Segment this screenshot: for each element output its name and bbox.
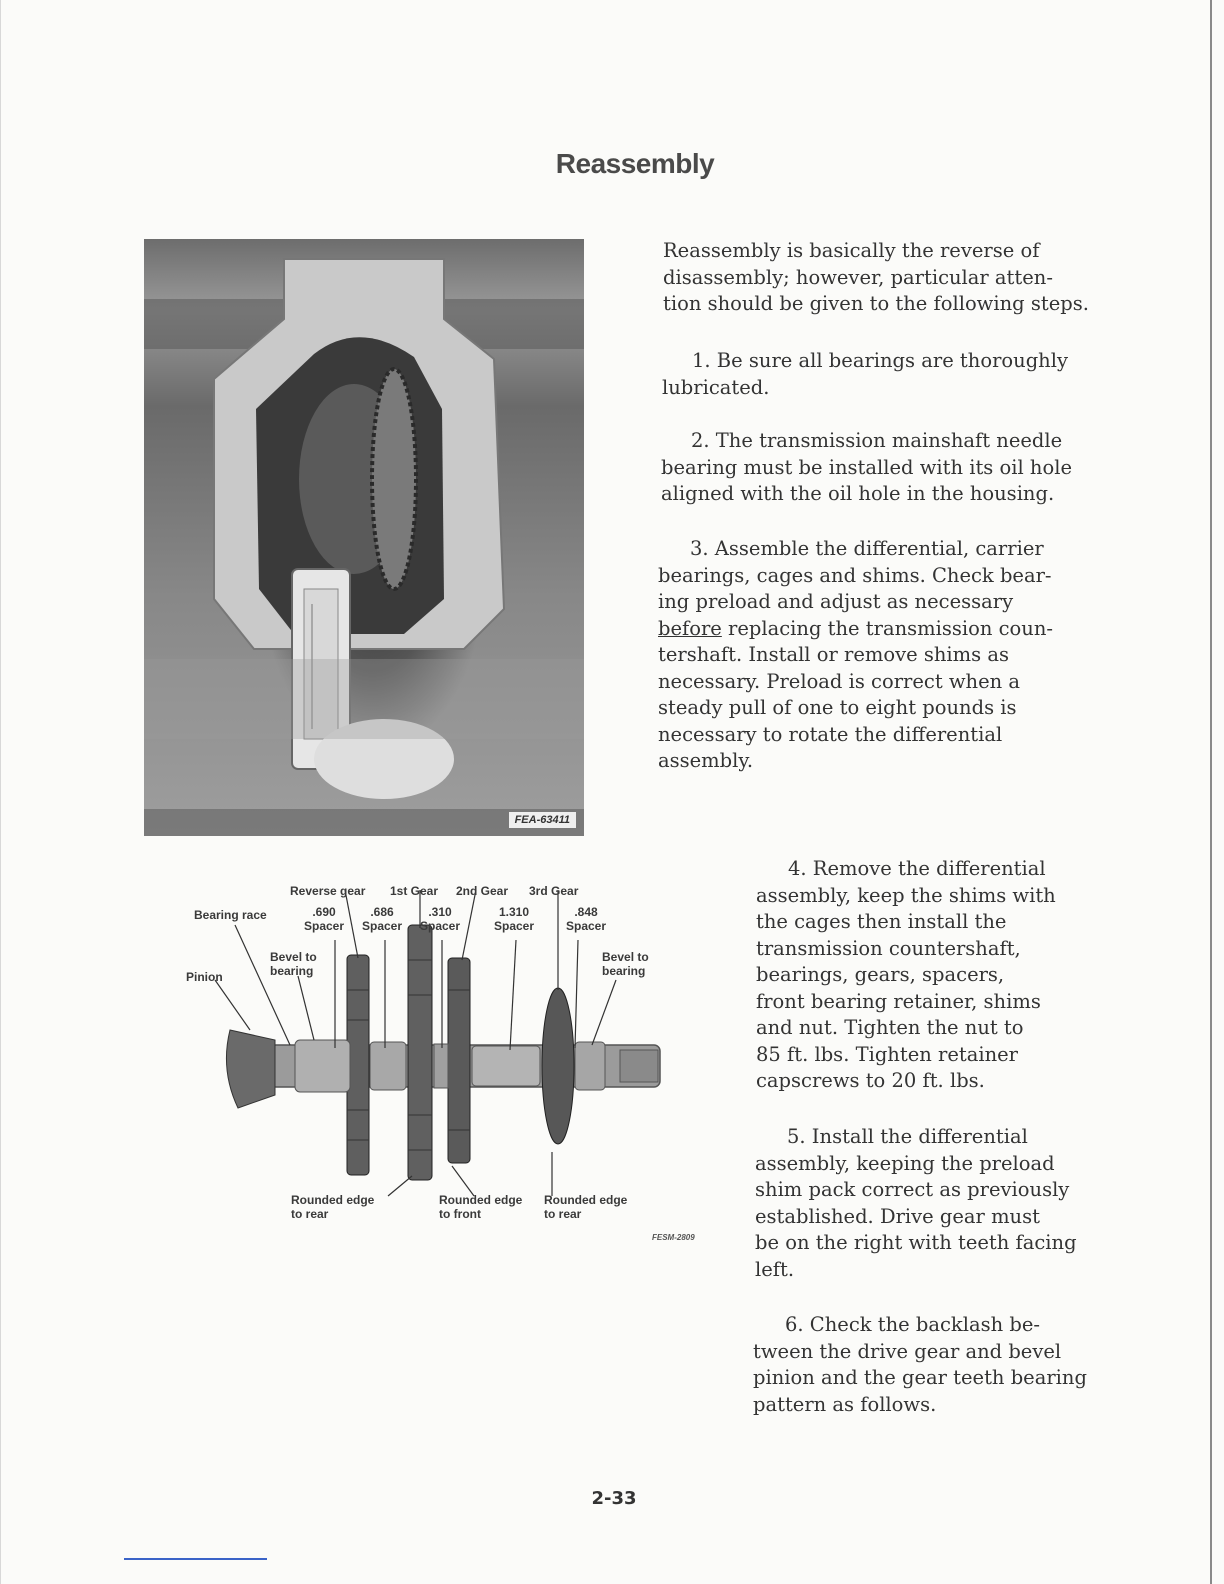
page-number: 2-33 [591,1488,637,1509]
text-line: transmission countershaft, [756,936,1021,960]
text-line: capscrews to 20 ft. lbs. [756,1069,985,1092]
label-reverse-gear: Reverse gear [290,884,366,898]
text-line: necessary. Preload is correct when a [658,669,1021,693]
label-pinion: Pinion [186,970,223,984]
step-4 [756,856,1056,1095]
text-line: assembly, keeping the preload [755,1151,1055,1175]
step-2 [661,428,1072,508]
text-line: assembly, keep the shims with [756,883,1056,907]
text-line: 1. Be sure all bearings are thoroughly [692,349,1068,372]
transmission-photo [144,239,584,836]
page-edge-right [1210,0,1212,1584]
label-bevel-bearing-right [602,950,649,978]
countershaft-diagram [180,880,720,1250]
spacer-size: 1.310 [499,905,530,919]
spacer-word: Spacer [304,919,345,933]
text-line: assembly. [658,749,754,772]
label-bevel-bearing-left [270,950,317,978]
spacer-size: .686 [370,905,394,919]
footnote-rule [124,1558,267,1560]
text-line: shim pack correct as previously [755,1178,1070,1201]
step-5 [755,1124,1077,1283]
text-line: 5. Install the differential [787,1125,1028,1148]
spacer-word: Spacer [566,919,607,933]
label-rounded-rear-2 [544,1193,627,1221]
text-line: and nut. Tighten the nut to [756,1016,1024,1039]
text-line: tween the drive gear and bevel [753,1339,1062,1363]
text-line: 3. Assemble the differential, carrier [690,537,1044,560]
text-line: pattern as follows. [753,1392,937,1416]
label-line: bearing [602,964,646,978]
label-line: Rounded edge [291,1193,375,1207]
label-bearing-race: Bearing race [194,908,267,922]
text-fragment: replacing the transmission coun- [721,616,1053,640]
label-line: to rear [291,1207,329,1221]
text-line: be on the right with teeth facing [755,1231,1077,1254]
label-spacer-690 [304,905,344,933]
spacer-size: .310 [428,905,452,919]
text-line: established. Drive gear must [755,1204,1040,1228]
spacer-word: Spacer [494,919,535,933]
spacer-word: Spacer [362,919,403,933]
intro-paragraph [663,238,1089,318]
text-line: front bearing retainer, shims [756,989,1041,1013]
text-line: left. [755,1257,795,1281]
text-line: bearing must be installed with its oil hole [661,455,1073,479]
text-line: 2. The transmission mainshaft needle [691,429,1063,452]
text-line: disassembly; however, particular atten- [663,265,1053,289]
text-line: bearings, cages and shims. Check bear- [658,563,1052,587]
label-spacer-310 [420,905,460,933]
label-rounded-front [439,1193,522,1221]
label-line: bearing [270,964,314,978]
label-first-gear: 1st Gear [390,884,439,898]
label-spacer-1310 [494,905,534,933]
text-line: tershaft. Install or remove shims as [658,643,1009,666]
spacer-size: .848 [574,905,598,919]
label-spacer-848 [566,905,606,933]
step-3 [658,536,1053,775]
text-line: 6. Check the backlash be- [785,1313,1040,1336]
step-6 [753,1312,1087,1418]
text-line: the cages then install the [756,910,1007,933]
text-line: bearings, gears, spacers, [756,963,1005,986]
photo-figure-code: FEA-63411 [509,812,576,828]
label-spacer-686 [362,905,402,933]
text-line [658,616,1053,643]
text-line: 4. Remove the differential [788,857,1046,880]
page-edge-left [0,0,1,1584]
photo-illustration [144,239,584,836]
text-line: ing preload and adjust as necessary [658,590,1014,613]
label-line: to rear [544,1207,582,1221]
text-line: necessary to rotate the differential [658,722,1003,746]
label-line: Bevel to [270,950,317,964]
step-1 [662,348,1068,401]
text-line: pinion and the gear teeth bearing [753,1366,1087,1389]
text-line: aligned with the oil hole in the housing. [661,482,1055,505]
spacer-size: .690 [312,905,336,919]
text-line: lubricated. [662,375,770,399]
underlined-word: before [658,616,722,640]
label-line: Rounded edge [439,1193,523,1207]
text-line: tion should be given to the following steps. [663,292,1089,315]
text-line: steady pull of one to eight pounds is [658,696,1017,719]
label-line: Bevel to [602,950,649,964]
text-line: 85 ft. lbs. Tighten retainer [756,1042,1018,1066]
text-line: Reassembly is basically the reverse of [663,239,1040,262]
label-line: to front [439,1207,481,1221]
page-title: Reassembly [555,148,715,179]
diagram-figure-code: FESM-2809 [652,1233,695,1242]
spacer-word: Spacer [420,919,461,933]
label-second-gear: 2nd Gear [456,884,509,898]
label-third-gear: 3rd Gear [529,884,579,898]
label-line: Rounded edge [544,1193,628,1207]
label-rounded-rear-1 [291,1193,374,1221]
